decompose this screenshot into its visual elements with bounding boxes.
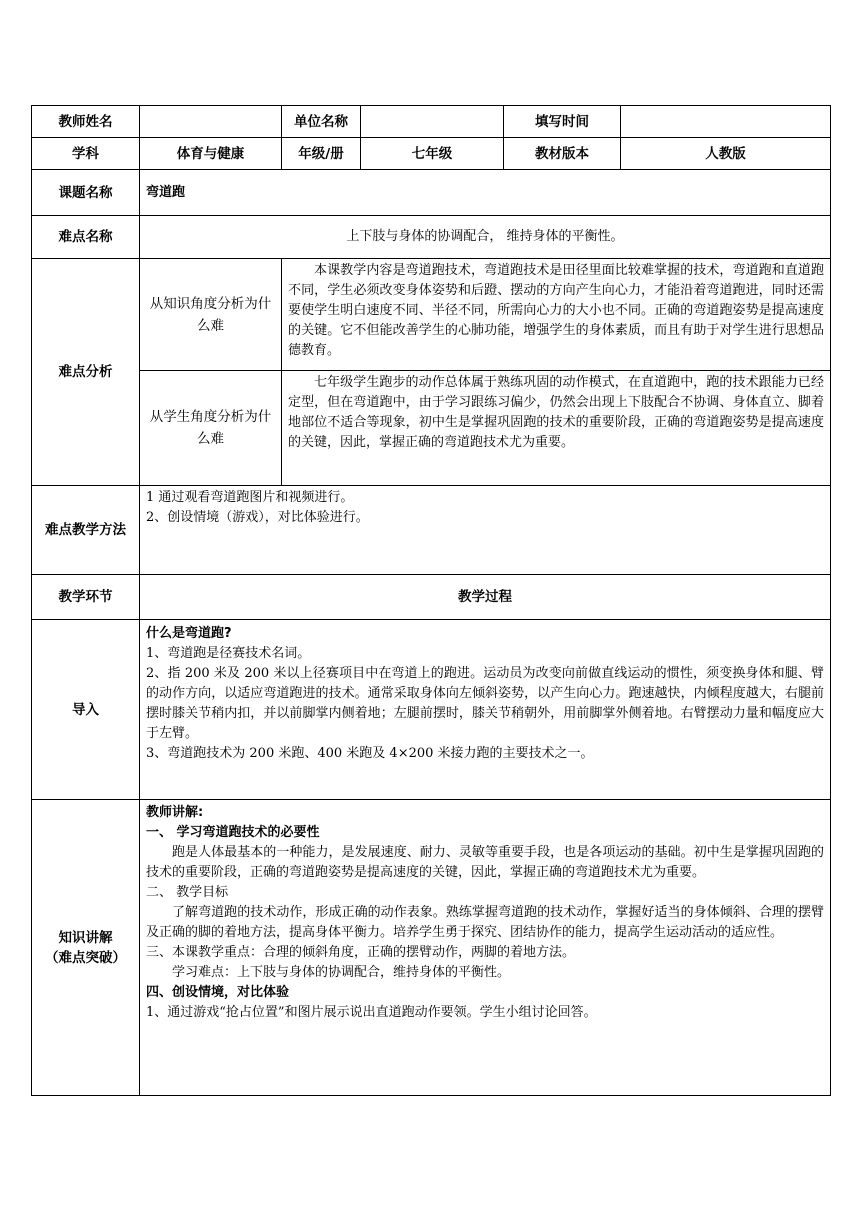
analysis-label: 难点分析 xyxy=(32,259,140,486)
intro-row xyxy=(32,620,831,800)
analysis-row-student xyxy=(32,371,831,486)
topic-label: 课题名称 xyxy=(32,170,140,216)
grade-value: 七年级 xyxy=(361,138,504,170)
teacher-explain-title: 教师讲解: xyxy=(146,805,204,820)
student-angle-label: 从学生角度分析为什么难 xyxy=(140,371,282,486)
fill-time-label: 填写时间 xyxy=(504,106,621,138)
intro-line-2: 2、指 200 米及 200 米以上径赛项目中在弯道上的跑进。运动员为改变向前做直线运动的惯性，须变换身体和腿、臂的动作方向，以适应弯道跑进的技术。通常采取身体向左倾斜姿势，以产生向心力。跑速越快，内倾程度越大，右腿前摆时膝关节稍内扣，并以前脚掌内侧着地；左腿前摆时，膝关节稍朝外，用前脚掌外侧着地。右臂摆动力量和幅度应大于左臂。 xyxy=(146,666,824,741)
method-line-2: 2、创设情境（游戏），对比体验进行。 xyxy=(146,510,369,525)
subject-label: 学科 xyxy=(32,138,140,170)
intro-line-3: 3、弯道跑技术为 200 米跑、400 米跑及 4×200 米接力跑的主要技术之一。 xyxy=(146,746,594,761)
knowledge-sub-label: （难点突破） xyxy=(45,949,126,966)
section-3-text: 三、本课教学重点：合理的倾斜角度，正确的摆臂动作，两脚的着地方法。 xyxy=(146,945,576,960)
subject-value: 体育与健康 xyxy=(140,138,282,170)
knowledge-label: 知识讲解 xyxy=(58,929,113,946)
grade-label: 年级/册 xyxy=(282,138,361,170)
topic-value: 弯道跑 xyxy=(140,170,831,216)
teacher-name-label: 教师姓名 xyxy=(32,106,140,138)
edition-label: 教材版本 xyxy=(504,138,621,170)
topic-row xyxy=(32,170,831,216)
section-3-difficulty: 学习难点：上下肢与身体的协调配合，维持身体的平衡性。 xyxy=(172,965,511,980)
difficulty-value: 上下肢与身体的协调配合， 维持身体的平衡性。 xyxy=(140,216,831,259)
info-row-1 xyxy=(32,106,831,138)
teacher-name-value xyxy=(140,106,282,138)
knowledge-angle-text: 本课教学内容是弯道跑技术，弯道跑技术是田径里面比较难掌握的技术，弯道跑和直道跑不同，学生必须改变身体姿势和后蹬、摆动的方向产生向心力，才能沿着弯道跑进，同时还需要使学生明白速度不同、半径不同，所需向心力的大小也不同。正确的弯道跑姿势是提高速度的关键。它不但能改善学生的心肺功能，增强学生的身体素质，而且有助于对学生进行思想品德教育。 xyxy=(288,263,824,358)
fill-time-value xyxy=(621,106,831,138)
process-header-row xyxy=(32,575,831,620)
intro-label: 导入 xyxy=(32,620,140,800)
teaching-step-label: 教学环节 xyxy=(32,575,140,620)
intro-title: 什么是弯道跑? xyxy=(146,626,232,641)
section-4-title: 四、创设情境，对比体验 xyxy=(146,985,290,1000)
analysis-row-knowledge xyxy=(32,259,831,371)
knowledge-row xyxy=(32,800,831,1096)
method-row xyxy=(32,486,831,575)
method-label: 难点教学方法 xyxy=(32,486,140,575)
info-row-2 xyxy=(32,138,831,170)
section-4-text: 1、通过游戏“抢占位置”和图片展示说出直道跑动作要领。学生小组讨论回答。 xyxy=(146,1005,597,1020)
unit-name-label: 单位名称 xyxy=(282,106,361,138)
unit-name-value xyxy=(361,106,504,138)
teaching-process-label: 教学过程 xyxy=(140,575,831,620)
student-angle-text: 七年级学生跑步的动作总体属于熟练巩固的动作模式，在直道跑中，跑的技术跟能力已经定型，但在弯道跑中，由于学习跟练习偏少，仍然会出现上下肢配合不协调、身体直立、脚着地部位不适合等现象，初中生是掌握巩固跑的技术的重要阶段，正确的弯道跑姿势是提高速度的关键，因此，掌握正确的弯道跑技术尤为重要。 xyxy=(288,375,824,450)
method-line-1: 1 通过观看弯道跑图片和视频进行。 xyxy=(146,490,354,505)
knowledge-angle-label: 从知识角度分析为什么难 xyxy=(140,259,282,371)
section-1-title: 一、 学习弯道跑技术的必要性 xyxy=(146,825,320,840)
difficulty-row xyxy=(32,216,831,259)
section-1-text: 跑是人体最基本的一种能力，是发展速度、耐力、灵敏等重要手段，也是各项运动的基础。初中生是掌握巩固跑的技术的重要阶段，正确的弯道跑姿势是提高速度的关键，因此，掌握正确的弯道跑技术尤为重要。 xyxy=(146,845,824,880)
intro-line-1: 1、弯道跑是径赛技术名词。 xyxy=(146,646,311,661)
section-2-text: 了解弯道跑的技术动作，形成正确的动作表象。熟练掌握弯道跑的技术动作，掌握好适当的身体倾斜、合理的摆臂及正确的脚的着地方法，提高身体平衡力。培养学生勇于探究、团结协作的能力，提高学生运动活动的适应性。 xyxy=(146,905,824,940)
section-2-title: 二、 教学目标 xyxy=(146,885,229,900)
lesson-design-table xyxy=(31,105,831,1096)
edition-value: 人教版 xyxy=(621,138,831,170)
difficulty-label: 难点名称 xyxy=(32,216,140,259)
